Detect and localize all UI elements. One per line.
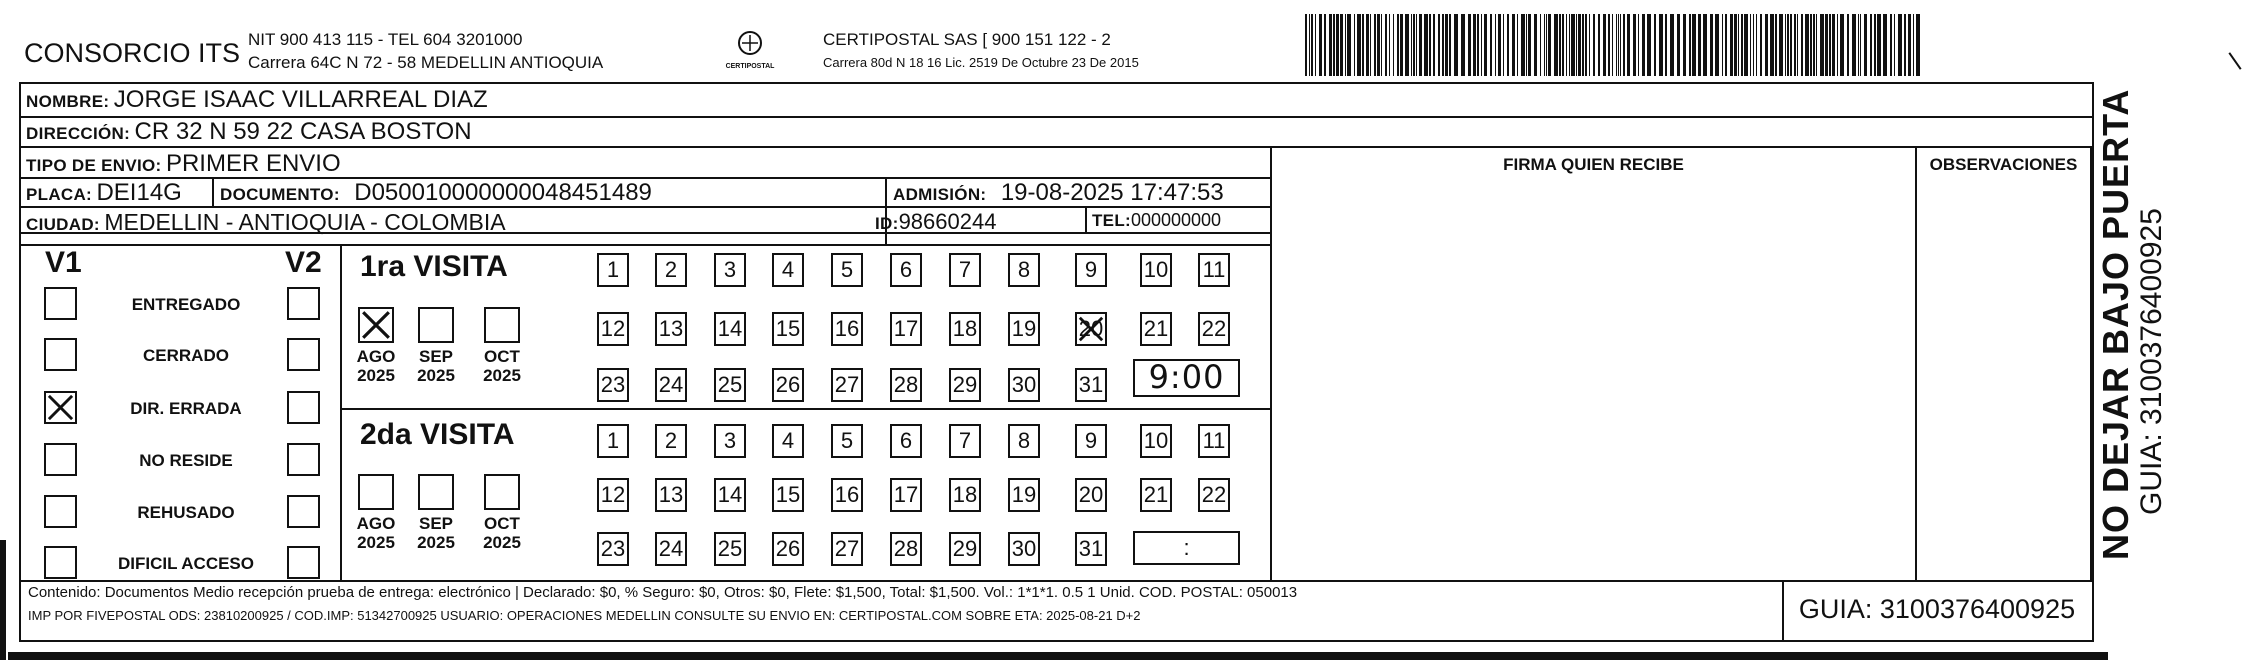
day-number: 2 xyxy=(664,428,678,453)
month-label xyxy=(410,347,462,385)
v2-label: V2 xyxy=(285,246,322,279)
day-number: 10 xyxy=(1143,428,1169,453)
day-box[interactable] xyxy=(655,478,687,512)
day-number: 17 xyxy=(893,482,919,507)
reason-label: DIFICIL ACCESO xyxy=(117,554,254,573)
day-number: 23 xyxy=(600,536,626,561)
day-number: 12 xyxy=(600,316,626,341)
id-field xyxy=(875,209,996,235)
second-visit-title: 2da VISITA xyxy=(360,418,515,451)
v2-checkbox[interactable] xyxy=(287,338,320,371)
day-box[interactable] xyxy=(1198,312,1230,346)
day-box[interactable] xyxy=(1008,253,1040,287)
month-checkbox[interactable] xyxy=(484,307,520,343)
first-time-value: 9:00 xyxy=(1148,358,1225,396)
month-label xyxy=(476,514,528,552)
day-number: 18 xyxy=(952,482,978,507)
day-box[interactable] xyxy=(1008,532,1040,566)
nombre-label: NOMBRE: xyxy=(26,92,110,111)
month-year: 2025 xyxy=(483,366,521,385)
v2-checkbox[interactable] xyxy=(287,495,320,528)
day-box[interactable] xyxy=(772,253,804,287)
day-number: 30 xyxy=(1011,372,1037,397)
day-number: 22 xyxy=(1201,482,1227,507)
day-number: 4 xyxy=(781,428,795,453)
carrier-address: Carrera 80d N 18 16 Lic. 2519 De Octubre 23 De 2015 xyxy=(823,55,1139,70)
corner-mark xyxy=(2228,52,2241,70)
day-box[interactable] xyxy=(1075,368,1107,402)
placa-label: PLACA: xyxy=(26,185,93,204)
company-nit: NIT 900 413 115 - TEL 604 3201000 xyxy=(248,30,523,49)
v1-label: V1 xyxy=(45,246,82,279)
month-name: AGO xyxy=(356,347,396,366)
form-shadow-bottom xyxy=(8,652,2108,660)
day-number: 10 xyxy=(1143,257,1169,282)
ciudad-field xyxy=(26,209,506,236)
day-number: 8 xyxy=(1017,257,1031,282)
day-number: 26 xyxy=(775,372,801,397)
day-box[interactable] xyxy=(1008,424,1040,458)
documento-label: DOCUMENTO: xyxy=(220,185,340,204)
v2-checkbox[interactable] xyxy=(287,287,320,320)
day-box[interactable] xyxy=(949,424,981,458)
admision-value: 19-08-2025 17:47:53 xyxy=(1000,179,1224,206)
month-name: AGO xyxy=(356,514,396,533)
day-number: 18 xyxy=(952,316,978,341)
day-box[interactable] xyxy=(1140,478,1172,512)
day-number: 14 xyxy=(717,482,743,507)
reason-label: REHUSADO xyxy=(137,503,235,522)
day-number: 24 xyxy=(658,536,684,561)
day-number: 7 xyxy=(958,428,972,453)
day-box[interactable] xyxy=(949,532,981,566)
day-number: 29 xyxy=(952,372,978,397)
form-shadow-left xyxy=(0,540,6,660)
v1-checkbox[interactable] xyxy=(44,546,77,579)
day-number: 27 xyxy=(834,372,860,397)
col-line xyxy=(212,177,214,206)
reason-label: DIR. ERRADA xyxy=(130,399,242,418)
observaciones-header: OBSERVACIONES xyxy=(1929,155,2078,174)
day-check-mark xyxy=(1077,314,1105,344)
barcode xyxy=(1305,14,1925,76)
day-box[interactable] xyxy=(949,312,981,346)
reason-label: CERRADO xyxy=(143,346,229,365)
month-name: OCT xyxy=(484,347,520,366)
logo-text: CERTIPOSTAL xyxy=(725,63,775,70)
ciudad-label: CIUDAD: xyxy=(26,215,100,234)
day-box[interactable] xyxy=(1075,312,1107,346)
day-number: 21 xyxy=(1143,316,1169,341)
month-checkbox[interactable] xyxy=(358,307,394,343)
day-number: 17 xyxy=(893,316,919,341)
month-name: SEP xyxy=(418,347,454,366)
col-line xyxy=(340,244,342,580)
ciudad-value: MEDELLIN - ANTIOQUIA - COLOMBIA xyxy=(104,209,506,235)
tel-field xyxy=(1092,210,1221,231)
direccion-value: CR 32 N 59 22 CASA BOSTON xyxy=(134,118,472,145)
first-time-box[interactable] xyxy=(1133,359,1240,397)
day-box[interactable] xyxy=(772,368,804,402)
day-number: 31 xyxy=(1078,536,1104,561)
month-year: 2025 xyxy=(357,366,395,385)
documento-value: D050010000000048451489 xyxy=(354,179,652,206)
day-box[interactable] xyxy=(1075,478,1107,512)
day-number: 5 xyxy=(840,257,854,282)
day-box[interactable] xyxy=(1198,424,1230,458)
day-number: 11 xyxy=(1202,257,1226,282)
day-number: 9 xyxy=(1084,428,1098,453)
day-number: 22 xyxy=(1201,316,1227,341)
tel-value: 000000000 xyxy=(1130,210,1222,230)
day-box[interactable] xyxy=(772,532,804,566)
day-box[interactable] xyxy=(772,424,804,458)
day-box[interactable] xyxy=(1075,424,1107,458)
day-box[interactable] xyxy=(1140,424,1172,458)
day-box[interactable] xyxy=(714,368,746,402)
month-year: 2025 xyxy=(417,533,455,552)
month-checkbox[interactable] xyxy=(418,474,454,510)
month-label xyxy=(350,347,402,385)
day-number: 24 xyxy=(658,372,684,397)
day-number: 25 xyxy=(717,372,743,397)
day-box[interactable] xyxy=(1008,478,1040,512)
v2-checkbox[interactable] xyxy=(287,391,320,424)
footer-content-line: Contenido: Documentos Medio recepción prueba de entrega: electrónico | Declarado: $0, % Seguro: $0, Otros: $0, Flete: $1,500, Total: $1,500. Vol.: 1*1*1. 0.5 1 Unid. COD. POSTAL: 050013 xyxy=(28,584,1298,601)
day-number: 28 xyxy=(893,536,919,561)
day-box[interactable] xyxy=(655,532,687,566)
day-box[interactable] xyxy=(890,253,922,287)
day-number: 28 xyxy=(893,372,919,397)
company-name: CONSORCIO ITS xyxy=(24,38,241,68)
row-line xyxy=(19,244,1272,246)
certipostal-logo-icon xyxy=(733,30,767,58)
day-number: 19 xyxy=(1011,316,1037,341)
month-year: 2025 xyxy=(357,533,395,552)
day-box[interactable] xyxy=(597,532,629,566)
day-number: 4 xyxy=(781,257,795,282)
carrier-name: CERTIPOSTAL SAS [ 900 151 122 - 2 xyxy=(823,30,1111,49)
footer-meta-line: IMP POR FIVEPOSTAL ODS: 23810200925 / COD.IMP: 51342700925 USUARIO: OPERACIONES MEDELLIN CONSULTE SU ENVIO EN: CERTIPOSTAL.COM SOBRE ETA: 2025-08-21 D+2 xyxy=(28,608,1141,623)
admision-field xyxy=(893,179,1224,207)
v2-checkbox[interactable] xyxy=(287,546,320,579)
day-box[interactable] xyxy=(890,424,922,458)
day-box[interactable] xyxy=(1075,253,1107,287)
day-box[interactable] xyxy=(714,478,746,512)
day-number: 23 xyxy=(600,372,626,397)
day-number: 20 xyxy=(1078,316,1104,341)
day-number: 6 xyxy=(899,257,913,282)
day-box[interactable] xyxy=(714,532,746,566)
day-number: 15 xyxy=(775,482,801,507)
footer-guia: GUIA: 3100376400925 xyxy=(1798,594,2076,624)
reason-label: NO RESIDE xyxy=(139,451,233,470)
day-number: 31 xyxy=(1078,372,1104,397)
id-value: 98660244 xyxy=(898,209,997,234)
day-number: 30 xyxy=(1011,536,1037,561)
day-number: 14 xyxy=(717,316,743,341)
day-box[interactable] xyxy=(714,424,746,458)
day-number: 25 xyxy=(717,536,743,561)
v1-checkbox[interactable] xyxy=(44,495,77,528)
tipo-field xyxy=(26,150,341,178)
v1-checkbox[interactable] xyxy=(44,338,77,371)
month-year: 2025 xyxy=(417,366,455,385)
day-number: 3 xyxy=(723,257,737,282)
second-time-value: : xyxy=(1183,535,1190,560)
day-number: 12 xyxy=(600,482,626,507)
day-box[interactable] xyxy=(831,368,863,402)
day-box[interactable] xyxy=(890,312,922,346)
side-warning-text: NO DEJAR BAJO PUERTA xyxy=(2095,88,2136,560)
tel-label: TEL: xyxy=(1092,211,1131,230)
admision-label: ADMISIÓN: xyxy=(893,185,987,204)
day-box[interactable] xyxy=(1198,478,1230,512)
day-box[interactable] xyxy=(655,368,687,402)
day-number: 6 xyxy=(899,428,913,453)
day-number: 7 xyxy=(958,257,972,282)
side-warning xyxy=(2095,80,2169,560)
row-line xyxy=(19,146,2094,148)
id-label: ID: xyxy=(875,214,899,233)
day-box[interactable] xyxy=(890,532,922,566)
day-number: 26 xyxy=(775,536,801,561)
v1-checkbox[interactable] xyxy=(44,287,77,320)
month-year: 2025 xyxy=(483,533,521,552)
day-box[interactable] xyxy=(655,253,687,287)
month-checkbox[interactable] xyxy=(358,474,394,510)
day-box[interactable] xyxy=(1075,532,1107,566)
day-number: 19 xyxy=(1011,482,1037,507)
day-number: 13 xyxy=(658,482,684,507)
day-box[interactable] xyxy=(597,368,629,402)
day-number: 2 xyxy=(664,257,678,282)
day-box[interactable] xyxy=(597,312,629,346)
day-box[interactable] xyxy=(597,424,629,458)
day-box[interactable] xyxy=(597,478,629,512)
day-number: 27 xyxy=(834,536,860,561)
day-number: 5 xyxy=(840,428,854,453)
day-number: 8 xyxy=(1017,428,1031,453)
company-address: Carrera 64C N 72 - 58 MEDELLIN ANTIOQUIA xyxy=(248,53,604,72)
nombre-value: JORGE ISAAC VILLARREAL DIAZ xyxy=(113,86,488,113)
day-number: 9 xyxy=(1084,257,1098,282)
month-label xyxy=(350,514,402,552)
day-box[interactable] xyxy=(831,532,863,566)
col-line xyxy=(1085,206,1087,232)
day-number: 3 xyxy=(723,428,737,453)
day-number: 20 xyxy=(1078,482,1104,507)
day-box[interactable] xyxy=(655,424,687,458)
direccion-label: DIRECCIÓN: xyxy=(26,124,131,143)
reason-label: ENTREGADO xyxy=(131,295,241,314)
day-number: 13 xyxy=(658,316,684,341)
first-visit-title: 1ra VISITA xyxy=(360,250,508,283)
month-label xyxy=(476,347,528,385)
placa-field xyxy=(26,179,182,207)
day-number: 29 xyxy=(952,536,978,561)
day-box[interactable] xyxy=(890,478,922,512)
day-number: 16 xyxy=(834,316,860,341)
day-box[interactable] xyxy=(714,312,746,346)
day-box[interactable] xyxy=(1198,253,1230,287)
section-line xyxy=(340,408,1272,410)
month-checkbox[interactable] xyxy=(484,474,520,510)
day-number: 1 xyxy=(606,257,620,282)
tipo-value: PRIMER ENVIO xyxy=(165,150,341,177)
day-box[interactable] xyxy=(890,368,922,402)
v1-checkbox[interactable] xyxy=(44,391,77,424)
day-box[interactable] xyxy=(655,312,687,346)
day-box[interactable] xyxy=(1008,368,1040,402)
day-number: 15 xyxy=(775,316,801,341)
month-name: SEP xyxy=(418,514,454,533)
tipo-label: TIPO DE ENVIO: xyxy=(26,156,162,175)
day-box[interactable] xyxy=(1008,312,1040,346)
day-box[interactable] xyxy=(714,253,746,287)
side-guia-text: GUIA: 3100376400925 xyxy=(2135,208,2168,515)
day-box[interactable] xyxy=(1140,253,1172,287)
day-box[interactable] xyxy=(831,424,863,458)
day-box[interactable] xyxy=(772,478,804,512)
certipostal-logo xyxy=(718,30,782,72)
month-checkbox[interactable] xyxy=(418,307,454,343)
day-box[interactable] xyxy=(949,478,981,512)
day-box[interactable] xyxy=(831,312,863,346)
placa-value: DEI14G xyxy=(96,179,182,206)
nombre-field xyxy=(26,86,488,114)
col-line xyxy=(2090,146,2092,580)
v2-checkbox[interactable] xyxy=(287,443,320,476)
col-line xyxy=(1915,146,1917,580)
firma-header: FIRMA QUIEN RECIBE xyxy=(1503,155,1684,174)
day-box[interactable] xyxy=(772,312,804,346)
day-number: 11 xyxy=(1202,428,1226,453)
direccion-field xyxy=(26,118,472,146)
documento-field xyxy=(220,179,652,207)
day-box[interactable] xyxy=(831,478,863,512)
day-number: 21 xyxy=(1143,482,1169,507)
day-box[interactable] xyxy=(597,253,629,287)
day-box[interactable] xyxy=(1140,312,1172,346)
day-box[interactable] xyxy=(831,253,863,287)
day-box[interactable] xyxy=(949,253,981,287)
day-box[interactable] xyxy=(949,368,981,402)
day-number: 16 xyxy=(834,482,860,507)
second-time-box[interactable] xyxy=(1133,531,1240,565)
month-name: OCT xyxy=(484,514,520,533)
v1-checkbox[interactable] xyxy=(44,443,77,476)
day-number: 1 xyxy=(606,428,620,453)
month-label xyxy=(410,514,462,552)
col-line xyxy=(1270,146,1272,580)
